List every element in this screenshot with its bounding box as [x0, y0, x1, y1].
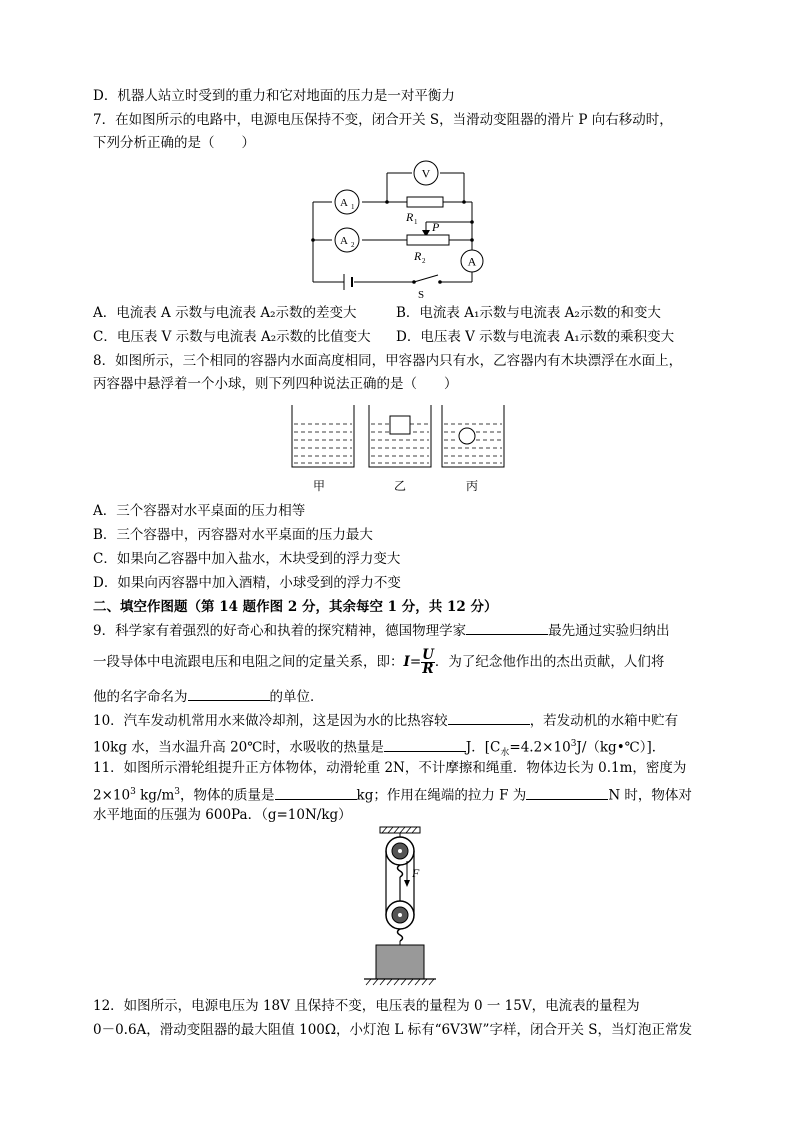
voltmeter-label: V — [421, 166, 431, 181]
q7-option-d: D．电压表 V 示数与电流表 A₁示数的乘积变大 — [396, 329, 675, 345]
q11-line3: 水平地面的压强为 600Pa．（g=10N/kg） — [93, 807, 352, 823]
q11-blank-mass[interactable] — [275, 787, 357, 800]
q10-text-1: 10．汽车发动机常用水来做冷却剂，这是因为水的比热容较 — [93, 713, 448, 729]
force-f-label: F — [412, 866, 420, 880]
q7-option-a: A．电流表 A 示数与电流表 A₂示数的差变大 — [93, 305, 357, 321]
q9-text-6: 的单位． — [269, 689, 324, 705]
q9-formula-denominator: R — [422, 661, 434, 677]
q9-blank-unit[interactable] — [188, 688, 270, 701]
ammeter-a2-sub: 2 — [351, 241, 355, 249]
q11-text-2: 2×10 — [93, 787, 131, 804]
q8-stem-line2: 丙容器中悬浮着一个小球，则下列四种说法正确的是（ ） — [93, 376, 458, 392]
q7-option-b: B．电流表 A₁示数与电流表 A₂示数的和变大 — [396, 305, 661, 321]
q10-text-3: 10kg 水，当水温升高 20℃时，水吸收的热量是 — [93, 739, 384, 756]
q11-text-3: kg/m — [135, 787, 175, 804]
q9-formula-lhs: I — [403, 654, 410, 670]
ammeter-a1-label: A — [340, 197, 348, 209]
q8-stem-line1: 8．如图所示，三个相同的容器内水面高度相同，甲容器内只有水，乙容器内有木块漂浮在水面上， — [93, 353, 683, 369]
q9-line1 — [93, 622, 670, 640]
q10-text-5: =4.2×10 — [509, 739, 571, 756]
ammeter-a2-label: A — [340, 235, 348, 247]
switch-s-label: S — [418, 289, 425, 300]
q11-line1: 11．如图所示滑轮组提升正方体物体，动滑轮重 2N，不计摩擦和绳重．物体边长为 0.1m，密度为 — [93, 760, 687, 776]
q10-text-2: ，若发动机的水箱中贮有 — [529, 713, 679, 729]
q8-containers-diagram — [286, 402, 506, 497]
q10-sub-water: 水 — [500, 748, 510, 759]
q9-line2 — [93, 645, 664, 679]
q7-stem-line1: 7．在如图所示的电路中，电源电压保持不变，闭合开关 S，当滑动变阻器的滑片 P 向右移动时， — [93, 112, 673, 128]
q9-text-1: 9．科学家有着强烈的好奇心和执着的探究精神，德国物理学家 — [93, 623, 467, 639]
r2-label: R — [414, 249, 422, 263]
q8-option-b: B．三个容器中，丙容器对水平桌面的压力最大 — [93, 527, 373, 543]
q11-pulley-diagram — [362, 825, 438, 993]
q9-formula-numerator: U — [422, 647, 434, 663]
container-label-yi: 乙 — [393, 479, 407, 493]
q9-text-5: 他的名字命名为 — [93, 689, 188, 705]
q12-line1: 12．如图所示，电源电压为 18V 且保持不变，电压表的量程为 0 一 15V，电流表的量程为 — [93, 998, 640, 1014]
q10-blank-1[interactable] — [448, 712, 530, 725]
container-label-jia: 甲 — [312, 479, 326, 493]
q10-blank-2[interactable] — [384, 739, 466, 752]
q9-text-4: ．为了纪念他作出的杰出贡献，人们将 — [434, 654, 665, 670]
q7-circuit-diagram — [300, 160, 500, 300]
ammeter-a1-sub: 1 — [351, 203, 355, 211]
q11-text-4: ，物体的质量是 — [180, 787, 275, 804]
q10-text-4: J．[C — [465, 739, 501, 756]
q8-option-d: D．如果向丙容器中加入酒精，小球受到的浮力不变 — [93, 575, 401, 591]
container-label-bing: 丙 — [465, 479, 479, 493]
q8-option-c: C．如果向乙容器中加入盐水，木块受到的浮力变大 — [93, 551, 401, 567]
q9-formula-eq: = — [409, 654, 422, 670]
q10-line1 — [93, 712, 678, 730]
q6-option-d: D．机器人站立时受到的重力和它对地面的压力是一对平衡力 — [93, 88, 455, 104]
q7-stem-line2: 下列分析正确的是（ ） — [93, 135, 255, 151]
q11-blank-force[interactable] — [526, 787, 608, 800]
q10-text-6: J/（kg•℃）]． — [576, 739, 666, 756]
q7-option-c: C．电压表 V 示数与电流表 A₂示数的比值变大 — [93, 329, 371, 345]
section-2-heading: 二、填空作图题（第 14 题作图 2 分，其余每空 1 分，共 12 分） — [93, 599, 498, 615]
q9-line3 — [93, 688, 324, 706]
q9-text-2: 最先通过实验归纳出 — [548, 623, 670, 639]
ammeter-a-label: A — [467, 254, 477, 269]
r1-label: R — [406, 210, 414, 224]
q11-text-5: kg；作用在绳端的拉力 F 为 — [356, 787, 527, 804]
slider-p-label: P — [432, 220, 440, 234]
q10-sup: 3 — [570, 739, 577, 749]
q11-sup-2: 3 — [174, 787, 181, 797]
r1-sub: 1 — [414, 218, 418, 226]
q11-line2 — [93, 783, 692, 805]
q8-option-a: A．三个容器对水平桌面的压力相等 — [93, 503, 306, 519]
q11-text-6: N 时，物体对 — [608, 787, 692, 804]
q9-blank-scientist[interactable] — [466, 622, 548, 635]
q12-line2: 0－0.6A，滑动变阻器的最大阻值 100Ω，小灯泡 L 标有“6V3W”字样，闭合开关 S，当灯泡正常发 — [93, 1022, 693, 1038]
q9-text-3: 一段导体中电流跟电压和电阻之间的定量关系，即： — [93, 654, 404, 670]
r2-sub: 2 — [422, 257, 426, 265]
q9-formula-fraction — [421, 649, 435, 676]
q11-sup-1: 3 — [130, 787, 136, 797]
